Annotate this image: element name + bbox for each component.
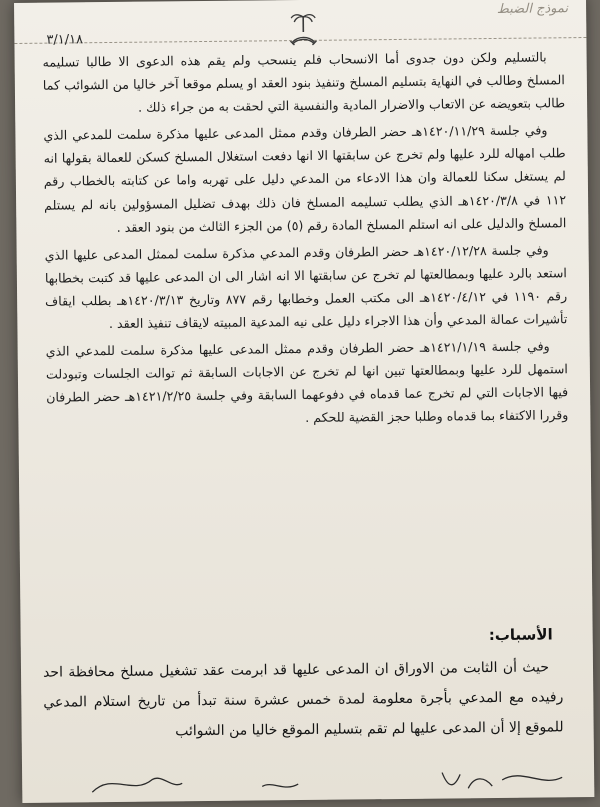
reasons-paragraph: حيث أن الثابت من الاوراق ان المدعى عليها قد ابرمت عقد تشغيل مسلخ محافظة احد رفيده مع المدعي بأجرة معلومة لمدة خمس عشرة سنة تبدأ من تاريخ استلام المدعي للموقع إلا أن المدعى عليها لم تقم بتسليم الموقع خاليا من الشوائب [42, 659, 564, 740]
paragraph: بالتسليم ولكن دون جدوى أما الانسحاب فلم ينسحب ولم يقم هذه الدعوى الا طالبا تسليمه المسلخ وطالب في النهاية بتسليم المسلخ وتنفيذ بنود العقد او يسلم موقعا آخر خاليا من الشوائب كما طالب بتعويضه عن الاتعاب والاضرار المادية والنفسية التي لحقت به من جراء ذلك . [42, 49, 566, 115]
saudi-emblem-icon [286, 10, 320, 50]
document-date: ٣/١/١٨ [46, 32, 84, 48]
paragraph: وفي جلسة ١٤٢١/١/١٩هـ حضر الطرفان وقدم ممثل المدعى عليها مذكرة سلمت للمدعي الذي استمهل للرد عليها وبمطالعتها تبين انها لم تخرج عن الاجابات السابقة ثم توالت الجلسات وتبودلت فيها الاجابات التي لم تخرج عما قدماه في دفوعهما السابقة وفي جلسة ١٤٢١/٢/٢٥هـ حضر الطرفان وقررا الاكتفاء بما قدماه وطلبا حجز القضية للحكم . [45, 338, 569, 426]
header-handwriting: نموذج الضبط [496, 1, 569, 17]
reasons-section [43, 652, 564, 747]
document-body [43, 45, 569, 436]
document-page [14, 0, 594, 803]
header-band [14, 0, 586, 48]
reasons-heading: الأسباب: [488, 625, 553, 645]
signature-scribbles [22, 757, 594, 803]
paragraph: وفي جلسة ١٤٢٠/١٢/٢٨هـ حضر الطرفان وقدم المدعي مذكرة سلمت لممثل المدعى عليها الذي استعد بالرد عليها وبمطالعتها لم تخرج عن سابقتها الا انه اشار الى ان المدعى عليها قد كتبت بخطابها رقم ١١٩٠ في ١٤٢٠/٤/١٢هـ الى مكتب العمل وخطابها رقم ٨٧٧ وتاريخ ١٤٢٠/٣/١٣هـ بطلب ايقاف تأشيرات عمالة المدعي وأن هذا الاجراء دليل على نيه المدعية المبيته لايقاف تنفيذ العقد . [44, 242, 568, 332]
paragraph: وفي جلسة ١٤٢٠/١١/٢٩هـ حضر الطرفان وقدم ممثل المدعى عليها مذكرة سلمت للمدعي الذي طلب امهاله للرد عليها ولم تخرج عن سابقتها الا انها دفعت استغلال المسلخ كسكن للعمالة بقولها انه لم يستغل سكنا للعمالة وان هذا الادعاء من المدعي دليل على تهربه واما عن كتابته بالخطاب رقم ١١٢ في ١٤٢٠/٣/٨هـ الذي يطلب تسليمه المسلخ فان ذلك بهدف تضليل المسؤولين بانه لم يستلم المسلخ والدليل على انه استلم المسلخ المادة رقم (٥) من الجزء الثالث من بنود العقد . [43, 122, 567, 235]
